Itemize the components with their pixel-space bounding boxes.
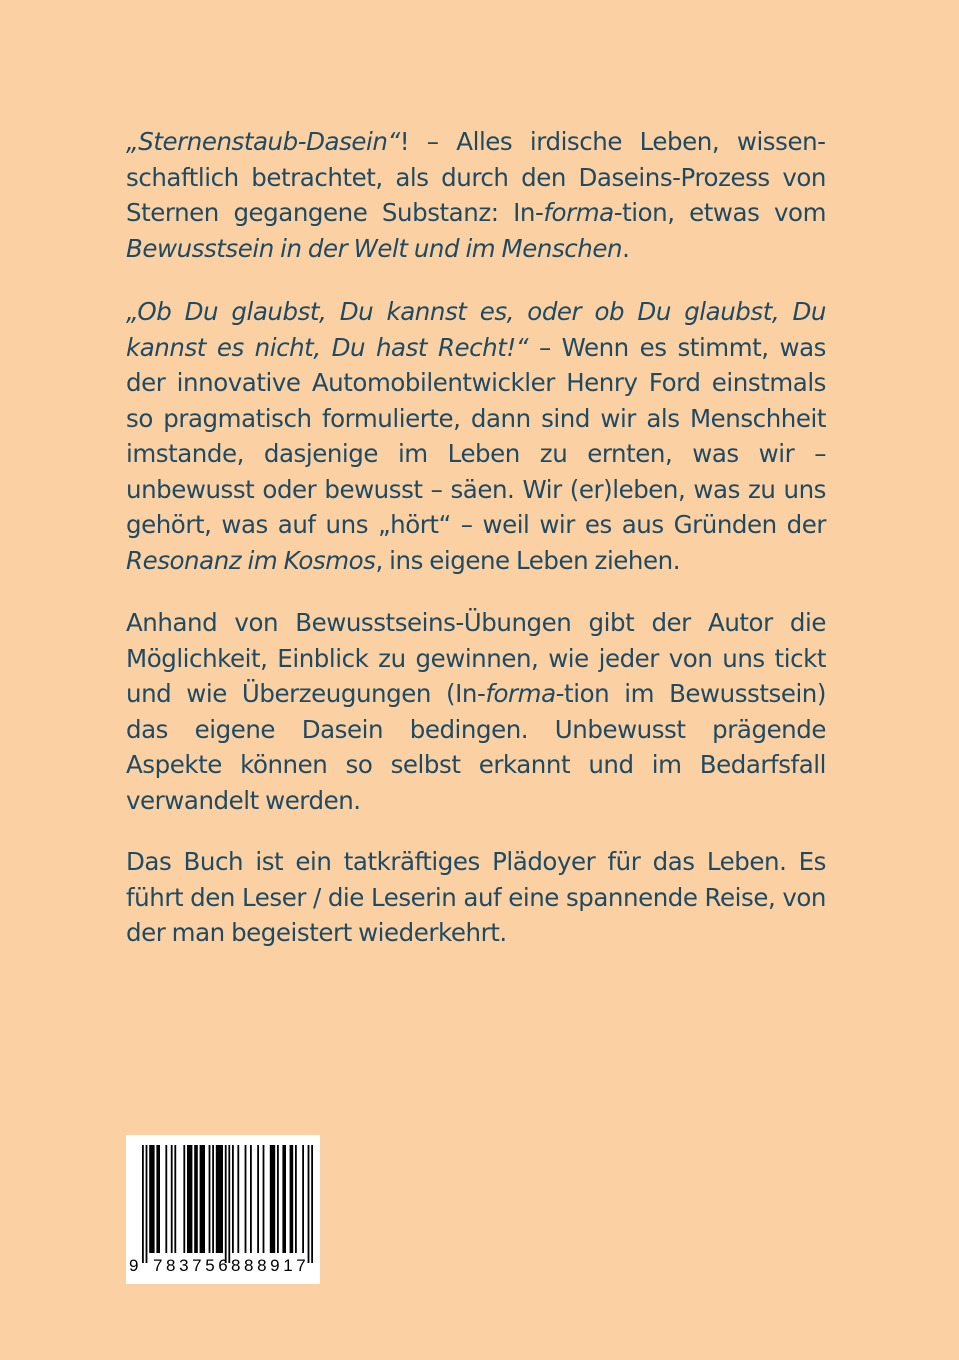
italic-text-run: forma	[543, 198, 614, 227]
paragraph-closing	[126, 844, 826, 951]
barcode-bar	[232, 1145, 234, 1253]
barcode-bar	[216, 1145, 223, 1253]
barcode-bar	[295, 1145, 297, 1253]
barcode-bar	[282, 1145, 286, 1253]
barcode-bar	[174, 1145, 176, 1253]
barcode-bar	[156, 1145, 160, 1253]
barcode-bar	[187, 1145, 192, 1253]
barcode-guard-bar	[146, 1145, 148, 1263]
barcode-bar	[245, 1145, 247, 1253]
text-run: -tion im Bewusstsein) das eigene Dasein bedingen. Unbewusst prägende Aspekte können so selbst erkannt und im Bedarfsfall verwandelt werden.	[126, 679, 826, 815]
paragraph-exercises	[126, 605, 826, 818]
barcode-bar	[165, 1145, 167, 1253]
barcode-bar	[250, 1145, 252, 1253]
barcode-left-group: 783756	[153, 1256, 232, 1275]
barcode-bar	[270, 1145, 275, 1253]
barcode-guard-bar	[311, 1145, 313, 1263]
text-run: ! – Alles irdische Leben, wissenschaftlich betrachtet, als durch den Daseins-Prozess von Sternen gegangene Substanz: In-	[126, 127, 826, 227]
barcode-bar	[263, 1145, 265, 1253]
barcode-guard-bar	[308, 1145, 310, 1263]
barcode-bar	[212, 1145, 214, 1253]
text-run: , ins eigene Leben ziehen.	[375, 545, 681, 575]
barcode-bar	[194, 1145, 198, 1253]
barcode-bar	[257, 1145, 259, 1253]
italic-text-run: „Sternenstaub-Dasein“	[126, 127, 400, 156]
barcode-bar	[209, 1145, 211, 1253]
italic-text-run: Resonanz im Kosmos	[126, 545, 376, 575]
barcode-bar	[290, 1145, 294, 1253]
paragraph-henry-ford-quote	[126, 294, 826, 578]
italic-text-run: forma	[485, 679, 556, 708]
text-run: .	[622, 233, 630, 263]
text-run: Das Buch ist ein tatkräftiges Plädoyer für das Leben. Es führt den Leser / die Leserin auf eine spannende Reise, von der man begeistert wiederkehrt.	[126, 847, 826, 947]
paragraph-intro	[126, 124, 826, 266]
barcode-first-digit: 9	[129, 1256, 139, 1275]
barcode-guard-bar	[225, 1145, 227, 1263]
barcode-digits	[126, 1250, 320, 1280]
barcode-right-group: 888917	[231, 1256, 310, 1275]
text-run: Anhand von Bewusstseins-Übungen gibt der Autor die Möglichkeit, Einblick zu gewinnen, wie jeder von uns tickt und wie Überzeugungen (In-	[126, 608, 826, 708]
barcode-bar	[302, 1145, 304, 1253]
barcode-guard-bar	[142, 1145, 144, 1263]
barcode-bar	[277, 1145, 279, 1253]
italic-text-run: „Ob Du glaubst, Du kannst es, oder ob Du glaubst, Du kannst es nicht, Du hast Recht!“	[126, 297, 826, 362]
barcode-bar	[183, 1145, 185, 1253]
barcode-bar	[171, 1145, 173, 1253]
barcode-bar	[200, 1145, 205, 1253]
barcode-bar	[149, 1145, 154, 1253]
barcode-guard-bar	[228, 1145, 230, 1263]
text-run: – Wenn es stimmt, was der innovative Automobilentwickler Henry Ford einstmals so pragmatisch formulierte, dann sind wir als Menschheit imstande, dasjenige im Leben zu ernten, was wir – unbewusst oder bewusst – säen. Wir (er)leben, was zu uns gehört, was auf uns „hört“ – weil wir es aus Gründen der	[126, 332, 826, 539]
isbn-barcode	[126, 1135, 320, 1284]
barcode-bar	[237, 1145, 239, 1253]
text-run: -tion, etwas vom	[613, 198, 826, 227]
italic-text-run: Bewusstsein in der Welt und im Menschen	[126, 233, 623, 263]
